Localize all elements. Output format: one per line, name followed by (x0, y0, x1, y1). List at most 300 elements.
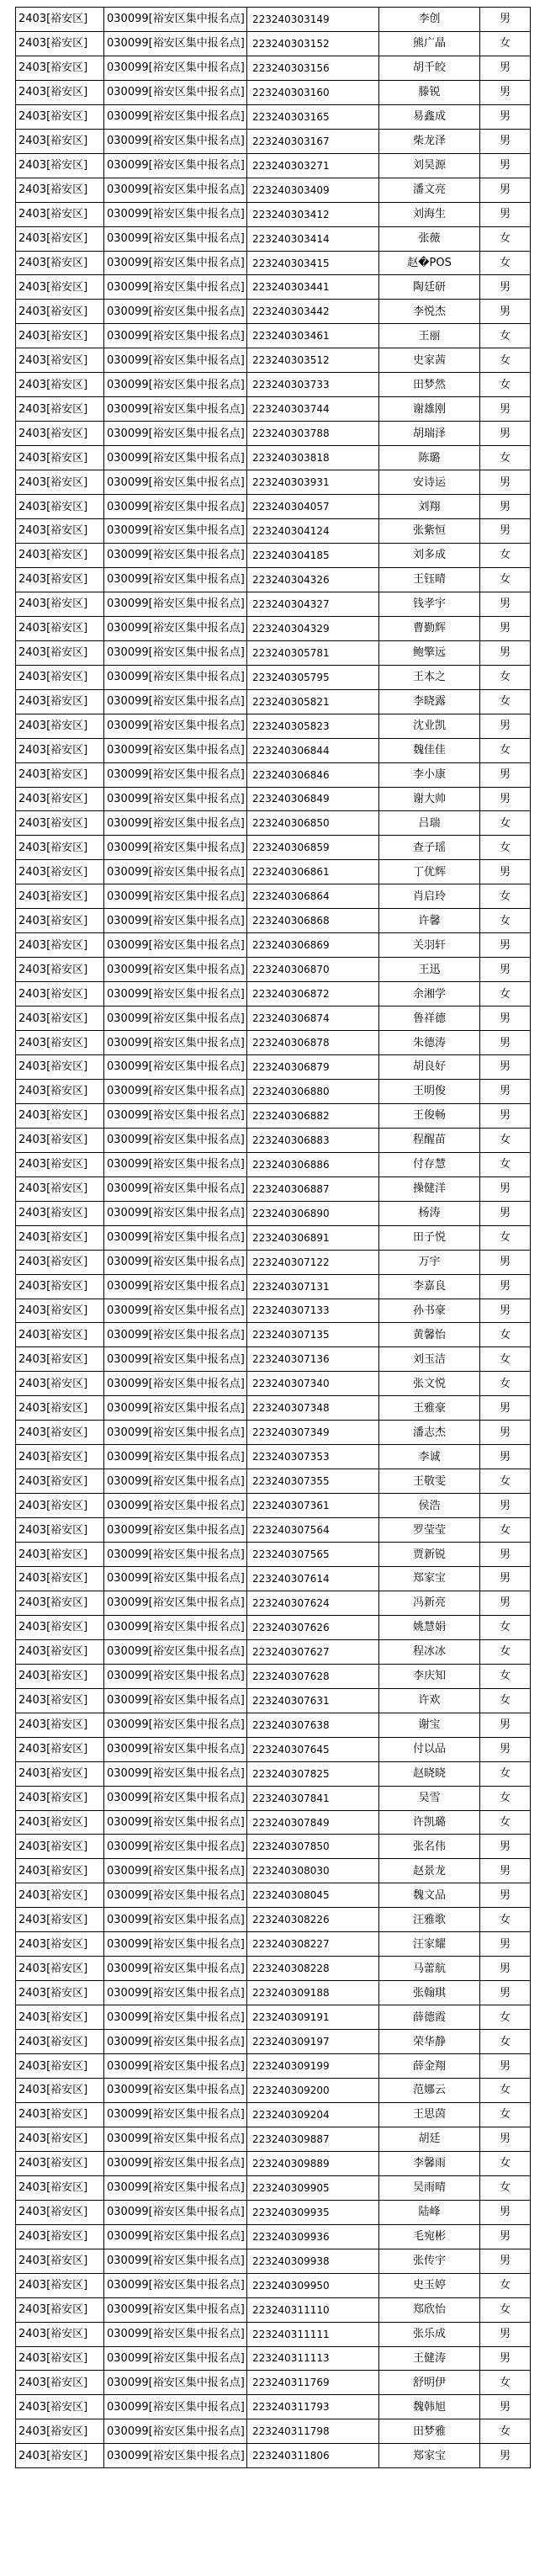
candidate-sex-cell: 女 (480, 689, 531, 714)
candidate-sex-cell: 男 (480, 153, 531, 178)
candidate-name-cell: 赵�POS (379, 251, 480, 275)
table-row (16, 2005, 531, 2030)
candidate-sex-cell: 男 (480, 129, 531, 153)
table-row (16, 616, 531, 640)
table-row (16, 2419, 531, 2444)
candidate-sex-cell: 女 (480, 665, 531, 689)
area-cell: 2403[裕安区] (16, 2346, 104, 2371)
area-cell: 2403[裕安区] (16, 958, 104, 982)
candidate-name-cell: 史玉婷 (379, 2273, 480, 2297)
candidate-name-cell: 李诚 (379, 1445, 480, 1469)
candidate-id-cell: 223240307349 (247, 1421, 379, 1445)
candidate-sex-cell: 女 (480, 2005, 531, 2030)
area-cell: 2403[裕安区] (16, 422, 104, 446)
candidate-id-cell: 223240307340 (247, 1372, 379, 1396)
candidate-name-cell: 魏文品 (379, 1883, 480, 1908)
candidate-sex-cell: 男 (480, 275, 531, 300)
candidate-id-cell: 223240309204 (247, 2102, 379, 2127)
area-cell: 2403[裕安区] (16, 129, 104, 153)
candidate-id-cell: 223240306880 (247, 1079, 379, 1103)
table-row (16, 1615, 531, 1639)
area-cell: 2403[裕安区] (16, 1274, 104, 1299)
site-cell: 030099[裕安区集中报名点] (104, 519, 247, 544)
candidate-name-cell: 曹勤辉 (379, 616, 480, 640)
candidate-name-cell: 吕瑞 (379, 811, 480, 836)
candidate-id-cell: 223240311111 (247, 2322, 379, 2346)
candidate-sex-cell: 男 (480, 1981, 531, 2005)
candidate-id-cell: 223240306868 (247, 909, 379, 933)
area-cell: 2403[裕安区] (16, 1006, 104, 1031)
candidate-name-cell: 吴雪 (379, 1786, 480, 1810)
candidate-sex-cell: 男 (480, 1957, 531, 1981)
table-row (16, 2054, 531, 2079)
site-cell: 030099[裕安区集中报名点] (104, 2224, 247, 2249)
table-row (16, 982, 531, 1006)
candidate-id-cell: 223240303271 (247, 153, 379, 178)
table-row (16, 1908, 531, 1932)
candidate-id-cell: 223240309200 (247, 2079, 379, 2103)
candidate-name-cell: 毛宛彬 (379, 2224, 480, 2249)
table-row (16, 1274, 531, 1299)
site-cell: 030099[裕安区集中报名点] (104, 958, 247, 982)
area-cell: 2403[裕安区] (16, 153, 104, 178)
area-cell: 2403[裕安区] (16, 1932, 104, 1957)
table-row (16, 958, 531, 982)
area-cell: 2403[裕安区] (16, 1859, 104, 1883)
candidate-id-cell: 223240306870 (247, 958, 379, 982)
candidate-name-cell: 吴雨晴 (379, 2175, 480, 2200)
candidate-sex-cell: 男 (480, 1567, 531, 1591)
site-cell: 030099[裕安区集中报名点] (104, 762, 247, 787)
candidate-id-cell: 223240307841 (247, 1786, 379, 1810)
candidate-name-cell: 陆峰 (379, 2200, 480, 2224)
candidate-name-cell: 朱德涛 (379, 1031, 480, 1055)
area-cell: 2403[裕安区] (16, 8, 104, 32)
candidate-name-cell: 李晓露 (379, 689, 480, 714)
table-row (16, 1421, 531, 1445)
candidate-name-cell: 张乐成 (379, 2322, 480, 2346)
table-row (16, 1031, 531, 1055)
site-cell: 030099[裕安区集中报名点] (104, 714, 247, 738)
candidate-sex-cell: 女 (480, 1786, 531, 1810)
candidate-sex-cell: 男 (480, 2200, 531, 2224)
candidate-sex-cell: 女 (480, 1761, 531, 1786)
table-row (16, 1664, 531, 1688)
site-cell: 030099[裕安区集中报名点] (104, 689, 247, 714)
area-cell: 2403[裕安区] (16, 251, 104, 275)
candidate-name-cell: 许凯璐 (379, 1810, 480, 1835)
area-cell: 2403[裕安区] (16, 446, 104, 470)
candidate-sex-cell: 女 (480, 226, 531, 251)
candidate-sex-cell: 男 (480, 470, 531, 495)
candidate-name-cell: 李庆知 (379, 1664, 480, 1688)
candidate-id-cell: 223240303412 (247, 202, 379, 226)
candidate-name-cell: 潘志杰 (379, 1421, 480, 1445)
candidate-id-cell: 223240306887 (247, 1176, 379, 1201)
candidate-sex-cell: 男 (480, 640, 531, 665)
candidate-name-cell: 赵晓晓 (379, 1761, 480, 1786)
table-row (16, 1957, 531, 1981)
area-cell: 2403[裕安区] (16, 2371, 104, 2395)
site-cell: 030099[裕安区集中报名点] (104, 1445, 247, 1469)
site-cell: 030099[裕安区集中报名点] (104, 178, 247, 202)
candidate-id-cell: 223240306878 (247, 1031, 379, 1055)
area-cell: 2403[裕安区] (16, 373, 104, 397)
site-cell: 030099[裕安区集中报名点] (104, 1713, 247, 1737)
candidate-sex-cell: 男 (480, 495, 531, 519)
table-row (16, 1347, 531, 1372)
candidate-sex-cell: 男 (480, 1031, 531, 1055)
area-cell: 2403[裕安区] (16, 982, 104, 1006)
candidate-name-cell: 王丽 (379, 324, 480, 348)
candidate-sex-cell: 女 (480, 543, 531, 567)
candidate-name-cell: 刘玉洁 (379, 1347, 480, 1372)
site-cell: 030099[裕安区集中报名点] (104, 1664, 247, 1688)
candidate-sex-cell: 男 (480, 1737, 531, 1761)
candidate-name-cell: 沈业凯 (379, 714, 480, 738)
candidate-name-cell: 侯浩 (379, 1494, 480, 1518)
site-cell: 030099[裕安区集中报名点] (104, 1299, 247, 1323)
area-cell: 2403[裕安区] (16, 2127, 104, 2151)
candidate-name-cell: 程醒苗 (379, 1128, 480, 1152)
table-row (16, 1006, 531, 1031)
table-row (16, 2249, 531, 2273)
table-row (16, 153, 531, 178)
candidate-id-cell: 223240309889 (247, 2151, 379, 2175)
candidate-sex-cell: 男 (480, 300, 531, 324)
table-row (16, 1445, 531, 1469)
site-cell: 030099[裕安区集中报名点] (104, 787, 247, 811)
site-cell: 030099[裕安区集中报名点] (104, 2127, 247, 2151)
table-row (16, 860, 531, 884)
candidate-id-cell: 223240311769 (247, 2371, 379, 2395)
table-row (16, 1543, 531, 1567)
table-row (16, 1810, 531, 1835)
candidate-sex-cell: 女 (480, 2419, 531, 2444)
site-cell: 030099[裕安区集中报名点] (104, 1543, 247, 1567)
candidate-id-cell: 223240303461 (247, 324, 379, 348)
site-cell: 030099[裕安区集中报名点] (104, 2200, 247, 2224)
candidate-sex-cell: 男 (480, 1250, 531, 1274)
site-cell: 030099[裕安区集中报名点] (104, 2297, 247, 2322)
site-cell: 030099[裕安区集中报名点] (104, 2346, 247, 2371)
candidate-name-cell: 魏韩旭 (379, 2395, 480, 2419)
candidate-sex-cell: 男 (480, 2395, 531, 2419)
candidate-name-cell: 张文悦 (379, 1372, 480, 1396)
candidate-id-cell: 223240306882 (247, 1103, 379, 1128)
area-cell: 2403[裕安区] (16, 1615, 104, 1639)
site-cell: 030099[裕安区集中报名点] (104, 275, 247, 300)
site-cell: 030099[裕安区集中报名点] (104, 2419, 247, 2444)
area-cell: 2403[裕安区] (16, 1347, 104, 1372)
table-row (16, 1323, 531, 1347)
table-row (16, 2322, 531, 2346)
area-cell: 2403[裕安区] (16, 1518, 104, 1543)
candidate-name-cell: 王健涛 (379, 2346, 480, 2371)
candidate-sex-cell: 男 (480, 1176, 531, 1201)
candidate-id-cell: 223240306874 (247, 1006, 379, 1031)
site-cell: 030099[裕安区集中报名点] (104, 2005, 247, 2030)
area-cell: 2403[裕安区] (16, 2030, 104, 2054)
table-row (16, 251, 531, 275)
candidate-sex-cell: 女 (480, 836, 531, 860)
table-row (16, 1372, 531, 1396)
area-cell: 2403[裕安区] (16, 1883, 104, 1908)
area-cell: 2403[裕安区] (16, 714, 104, 738)
table-row (16, 2297, 531, 2322)
site-cell: 030099[裕安区集中报名点] (104, 592, 247, 616)
candidate-name-cell: 田梦然 (379, 373, 480, 397)
area-cell: 2403[裕安区] (16, 884, 104, 909)
area-cell: 2403[裕安区] (16, 2200, 104, 2224)
site-cell: 030099[裕安区集中报名点] (104, 1615, 247, 1639)
candidate-sex-cell: 男 (480, 1054, 531, 1079)
table-row (16, 1396, 531, 1421)
table-row (16, 324, 531, 348)
table-row (16, 1152, 531, 1176)
candidate-sex-cell: 男 (480, 1396, 531, 1421)
site-cell: 030099[裕安区集中报名点] (104, 2030, 247, 2054)
candidate-name-cell: 滕锐 (379, 80, 480, 104)
candidate-sex-cell: 男 (480, 2346, 531, 2371)
table-row (16, 1591, 531, 1615)
candidate-sex-cell: 男 (480, 104, 531, 129)
area-cell: 2403[裕安区] (16, 324, 104, 348)
candidate-name-cell: 王俊畅 (379, 1103, 480, 1128)
candidate-sex-cell: 女 (480, 982, 531, 1006)
area-cell: 2403[裕安区] (16, 1225, 104, 1250)
candidate-name-cell: 胡瑞泽 (379, 422, 480, 446)
candidate-id-cell: 223240311110 (247, 2297, 379, 2322)
candidate-sex-cell: 女 (480, 446, 531, 470)
candidate-id-cell: 223240304329 (247, 616, 379, 640)
area-cell: 2403[裕安区] (16, 616, 104, 640)
site-cell: 030099[裕安区集中报名点] (104, 1908, 247, 1932)
table-row (16, 8, 531, 32)
site-cell: 030099[裕安区集中报名点] (104, 1054, 247, 1079)
candidate-name-cell: 田梦雅 (379, 2419, 480, 2444)
area-cell: 2403[裕安区] (16, 2151, 104, 2175)
candidate-id-cell: 223240303442 (247, 300, 379, 324)
table-row (16, 397, 531, 422)
candidate-id-cell: 223240303744 (247, 397, 379, 422)
site-cell: 030099[裕安区集中报名点] (104, 1103, 247, 1128)
table-row (16, 2273, 531, 2297)
candidate-id-cell: 223240303156 (247, 56, 379, 80)
area-cell: 2403[裕安区] (16, 300, 104, 324)
candidate-name-cell: 程冰冰 (379, 1639, 480, 1664)
candidate-sex-cell: 女 (480, 1518, 531, 1543)
candidate-name-cell: 姚慧娟 (379, 1615, 480, 1639)
candidate-sex-cell: 女 (480, 2102, 531, 2127)
site-cell: 030099[裕安区集中报名点] (104, 1932, 247, 1957)
table-row (16, 1103, 531, 1128)
candidate-name-cell: 查子瑶 (379, 836, 480, 860)
candidate-id-cell: 223240307825 (247, 1761, 379, 1786)
candidate-id-cell: 223240307628 (247, 1664, 379, 1688)
candidate-sex-cell: 男 (480, 958, 531, 982)
area-cell: 2403[裕安区] (16, 2005, 104, 2030)
area-cell: 2403[裕安区] (16, 689, 104, 714)
table-row (16, 80, 531, 104)
candidate-name-cell: 胡良好 (379, 1054, 480, 1079)
candidate-name-cell: 熊广晶 (379, 31, 480, 56)
candidate-sex-cell: 女 (480, 1372, 531, 1396)
site-cell: 030099[裕安区集中报名点] (104, 1421, 247, 1445)
candidate-name-cell: 李嘉良 (379, 1274, 480, 1299)
site-cell: 030099[裕安区集中报名点] (104, 1372, 247, 1396)
candidate-sex-cell: 女 (480, 1664, 531, 1688)
candidate-sex-cell: 男 (480, 2444, 531, 2468)
site-cell: 030099[裕安区集中报名点] (104, 1176, 247, 1201)
table-row (16, 1128, 531, 1152)
candidate-sex-cell: 男 (480, 519, 531, 544)
table-row (16, 1639, 531, 1664)
site-cell: 030099[裕安区集中报名点] (104, 1006, 247, 1031)
candidate-id-cell: 223240307624 (247, 1591, 379, 1615)
candidate-id-cell: 223240303788 (247, 422, 379, 446)
site-cell: 030099[裕安区集中报名点] (104, 422, 247, 446)
site-cell: 030099[裕安区集中报名点] (104, 397, 247, 422)
table-row (16, 1494, 531, 1518)
area-cell: 2403[裕安区] (16, 1054, 104, 1079)
table-row (16, 1469, 531, 1494)
table-row (16, 1079, 531, 1103)
candidate-name-cell: 黄馨怡 (379, 1323, 480, 1347)
candidate-id-cell: 223240306849 (247, 787, 379, 811)
table-row (16, 446, 531, 470)
candidate-name-cell: 余湘学 (379, 982, 480, 1006)
candidate-id-cell: 223240304326 (247, 567, 379, 592)
candidate-sex-cell: 男 (480, 2054, 531, 2079)
site-cell: 030099[裕安区集中报名点] (104, 836, 247, 860)
site-cell: 030099[裕安区集中报名点] (104, 129, 247, 153)
registration-table (15, 7, 531, 2468)
candidate-name-cell: 关羽轩 (379, 933, 480, 958)
candidate-name-cell: 马蕾航 (379, 1957, 480, 1981)
area-cell: 2403[裕安区] (16, 1128, 104, 1152)
candidate-id-cell: 223240305781 (247, 640, 379, 665)
table-row (16, 1761, 531, 1786)
site-cell: 030099[裕安区集中报名点] (104, 1274, 247, 1299)
area-cell: 2403[裕安区] (16, 2054, 104, 2079)
area-cell: 2403[裕安区] (16, 1299, 104, 1323)
area-cell: 2403[裕安区] (16, 1908, 104, 1932)
area-cell: 2403[裕安区] (16, 665, 104, 689)
candidate-name-cell: 王敬雯 (379, 1469, 480, 1494)
candidate-name-cell: 赵景龙 (379, 1859, 480, 1883)
site-cell: 030099[裕安区集中报名点] (104, 1396, 247, 1421)
candidate-sex-cell: 女 (480, 373, 531, 397)
table-row (16, 1176, 531, 1201)
candidate-sex-cell: 男 (480, 2249, 531, 2273)
area-cell: 2403[裕安区] (16, 1543, 104, 1567)
site-cell: 030099[裕安区集中报名点] (104, 2079, 247, 2103)
site-cell: 030099[裕安区集中报名点] (104, 2371, 247, 2395)
site-cell: 030099[裕安区集中报名点] (104, 495, 247, 519)
candidate-name-cell: 杨涛 (379, 1201, 480, 1225)
area-cell: 2403[裕安区] (16, 592, 104, 616)
candidate-sex-cell: 男 (480, 1103, 531, 1128)
candidate-id-cell: 223240309905 (247, 2175, 379, 2200)
candidate-id-cell: 223240308227 (247, 1932, 379, 1957)
candidate-name-cell: 冯新亮 (379, 1591, 480, 1615)
candidate-name-cell: 许馨 (379, 909, 480, 933)
site-cell: 030099[裕安区集中报名点] (104, 1567, 247, 1591)
candidate-sex-cell: 男 (480, 787, 531, 811)
candidate-id-cell: 223240307565 (247, 1543, 379, 1567)
table-row (16, 1737, 531, 1761)
candidate-name-cell: 付以品 (379, 1737, 480, 1761)
area-cell: 2403[裕安区] (16, 860, 104, 884)
candidate-id-cell: 223240311798 (247, 2419, 379, 2444)
candidate-sex-cell: 男 (480, 202, 531, 226)
candidate-id-cell: 223240307133 (247, 1299, 379, 1323)
table-row (16, 470, 531, 495)
site-cell: 030099[裕安区集中报名点] (104, 1835, 247, 1859)
candidate-sex-cell: 男 (480, 1006, 531, 1031)
candidate-sex-cell: 女 (480, 1128, 531, 1152)
table-row (16, 909, 531, 933)
site-cell: 030099[裕安区集中报名点] (104, 1761, 247, 1786)
candidate-id-cell: 223240309199 (247, 2054, 379, 2079)
area-cell: 2403[裕安区] (16, 2395, 104, 2419)
candidate-id-cell: 223240308030 (247, 1859, 379, 1883)
candidate-id-cell: 223240304327 (247, 592, 379, 616)
table-row (16, 1859, 531, 1883)
table-row (16, 422, 531, 446)
candidate-sex-cell: 男 (480, 1713, 531, 1737)
site-cell: 030099[裕安区集中报名点] (104, 324, 247, 348)
candidate-id-cell: 223240308228 (247, 1957, 379, 1981)
site-cell: 030099[裕安区集中报名点] (104, 933, 247, 958)
candidate-sex-cell: 男 (480, 616, 531, 640)
candidate-sex-cell: 男 (480, 1591, 531, 1615)
candidate-name-cell: 刘多成 (379, 543, 480, 567)
candidate-id-cell: 223240308226 (247, 1908, 379, 1932)
table-row (16, 2030, 531, 2054)
candidate-sex-cell: 女 (480, 1347, 531, 1372)
candidate-id-cell: 223240303160 (247, 80, 379, 104)
candidate-id-cell: 223240306891 (247, 1225, 379, 1250)
area-cell: 2403[裕安区] (16, 1201, 104, 1225)
area-cell: 2403[裕安区] (16, 275, 104, 300)
area-cell: 2403[裕安区] (16, 1761, 104, 1786)
candidate-name-cell: 谢大帅 (379, 787, 480, 811)
table-row (16, 519, 531, 544)
area-cell: 2403[裕安区] (16, 1396, 104, 1421)
candidate-name-cell: 许欢 (379, 1688, 480, 1713)
area-cell: 2403[裕安区] (16, 1810, 104, 1835)
candidate-id-cell: 223240309191 (247, 2005, 379, 2030)
site-cell: 030099[裕安区集中报名点] (104, 56, 247, 80)
table-row (16, 762, 531, 787)
table-row (16, 2371, 531, 2395)
candidate-name-cell: 王雅豪 (379, 1396, 480, 1421)
candidate-name-cell: 郑家宝 (379, 1567, 480, 1591)
candidate-name-cell: 钱孝宇 (379, 592, 480, 616)
candidate-id-cell: 223240303165 (247, 104, 379, 129)
area-cell: 2403[裕安区] (16, 1591, 104, 1615)
table-row (16, 2127, 531, 2151)
candidate-sex-cell: 男 (480, 1079, 531, 1103)
area-cell: 2403[裕安区] (16, 1250, 104, 1274)
table-row (16, 348, 531, 373)
table-row (16, 1567, 531, 1591)
table-row (16, 714, 531, 738)
area-cell: 2403[裕安区] (16, 1445, 104, 1469)
site-cell: 030099[裕安区集中报名点] (104, 1981, 247, 2005)
